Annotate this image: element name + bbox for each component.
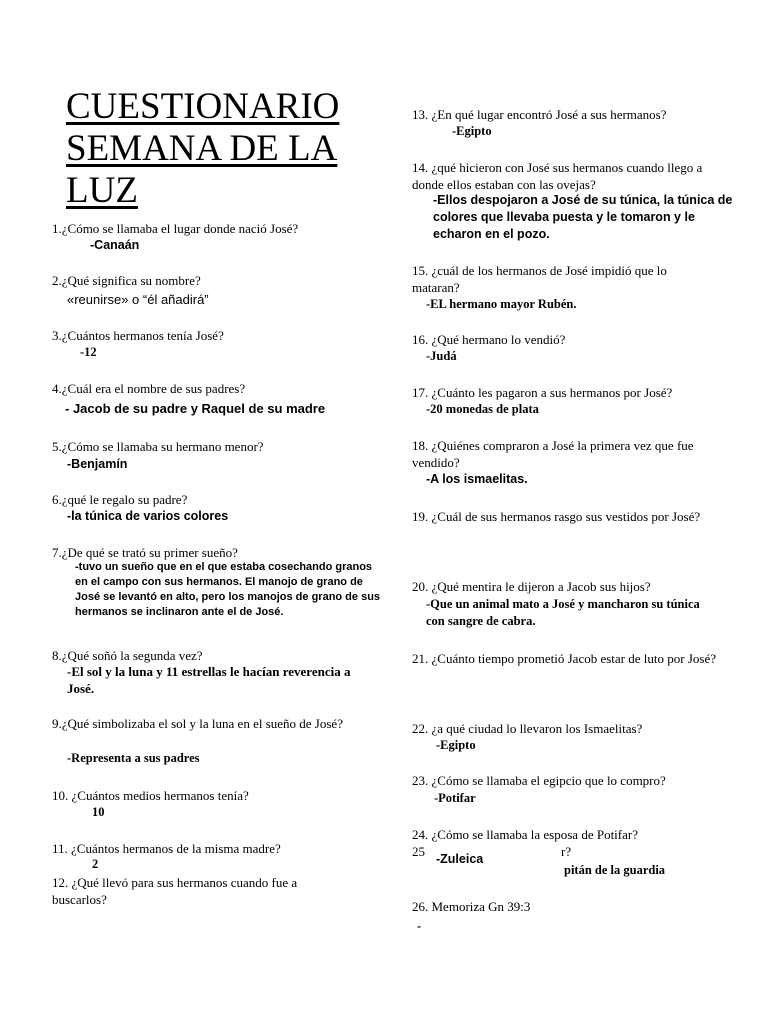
question-10: 10. ¿Cuántos medios hermanos tenía? [52, 788, 249, 803]
answer-15: -EL hermano mayor Rubén. [426, 297, 577, 311]
answer-14: -Ellos despojaron a José de su túnica, la túnica de colores que llevaba puesta y le tomaron y le echaron en el pozo. [433, 193, 733, 241]
question-3: 3.¿Cuántos hermanos tenía José? [52, 328, 224, 343]
answer-10: 10 [92, 805, 105, 819]
question-11: 11. ¿Cuántos hermanos de la misma madre? [52, 841, 281, 856]
question-21: 21. ¿Cuánto tiempo prometió Jacob estar de luto por José? [412, 651, 716, 666]
answer-9: -Representa a sus padres [67, 751, 200, 765]
question-9 [52, 715, 352, 732]
question-18: 18. ¿Quiénes compraron a José la primera vez que fue vendido? [412, 438, 694, 470]
answer-22: -Egipto [436, 738, 476, 752]
answer-18: -A los ismaelitas. [426, 472, 528, 486]
question-17: 17. ¿Cuánto les pagaron a sus hermanos por José? [412, 385, 673, 400]
answer-20: -Que un animal mato a José y mancharon su túnica con sangre de cabra. [426, 597, 700, 628]
answer-26: - [417, 919, 422, 933]
question-26: 26. Memoriza Gn 39:3 [412, 899, 531, 914]
answer-2: «reunirse» o “él añadirá” [67, 292, 209, 307]
question-14: 14. ¿qué hicieron con José sus hermanos cuando llego a donde ellos estaban con las ovejas? [412, 160, 703, 192]
page-title: CUESTIONARIO SEMANA DE LA LUZ [66, 86, 340, 211]
question-2: 2.¿Qué significa su nombre? [52, 273, 201, 288]
answer-13: -Egipto [452, 124, 492, 138]
question-13: 13. ¿En qué lugar encontró José a sus hermanos? [412, 107, 667, 122]
question-9-text: 9.¿Qué simbolizaba el sol y la luna en el sueño de José? [52, 716, 343, 731]
question-1: 1.¿Cómo se llamaba el lugar donde nació José? [52, 221, 299, 236]
question-24: 24. ¿Cómo se llamaba la esposa de Potifar? [412, 827, 638, 842]
question-12: 12. ¿Qué llevó para sus hermanos cuando fue a buscarlos? [52, 875, 298, 907]
answer-3: -12 [80, 345, 97, 359]
answer-25-fragment: pitán de la guardia [564, 863, 666, 877]
question-8: 8.¿Qué soñó la segunda vez? [52, 648, 203, 663]
answer-6: -la túnica de varios colores [67, 509, 229, 523]
question-19: 19. ¿Cuál de sus hermanos rasgo sus vestidos por José? [412, 509, 701, 524]
question-15: 15. ¿cuál de los hermanos de José impidió que lo mataran? [412, 263, 667, 295]
question-22: 22. ¿a qué ciudad lo llevaron los Ismaelitas? [412, 721, 643, 736]
answer-4: - Jacob de su padre y Raquel de su madre [65, 401, 326, 416]
answer-1: -Canaán [90, 238, 140, 252]
question-7: 7.¿De qué se trató su primer sueño? [52, 545, 238, 560]
answer-11: 2 [92, 857, 99, 871]
answer-8: -El sol y la luna y 11 estrellas le hacían reverencia a José. [67, 664, 351, 696]
question-25-tail: r? [561, 844, 572, 859]
question-6: 6.¿qué le regalo su padre? [52, 492, 188, 507]
question-16: 16. ¿Qué hermano lo vendió? [412, 332, 566, 347]
question-23: 23. ¿Cómo se llamaba el egipcio que lo compro? [412, 773, 666, 788]
question-25-fragment: 25 [412, 844, 425, 859]
question-20: 20. ¿Qué mentira le dijeron a Jacob sus hijos? [412, 579, 651, 594]
answer-24: -Zuleica [436, 851, 487, 868]
answer-16: -Judá [426, 349, 457, 363]
answer-7: -tuvo un sueño que en el que estaba cosechando granos en el campo con sus hermanos. El manojo de grano de José se levantó en alto, pero los manojos de grano de sus hermanos se inclinaron ante el de José. [75, 561, 381, 618]
question-5: 5.¿Cómo se llamaba su hermano menor? [52, 439, 264, 454]
question-4: 4.¿Cuál era el nombre de sus padres? [52, 381, 246, 396]
answer-23: -Potifar [434, 791, 476, 805]
answer-5: -Benjamín [67, 457, 128, 471]
answer-17: -20 monedas de plata [426, 402, 539, 416]
